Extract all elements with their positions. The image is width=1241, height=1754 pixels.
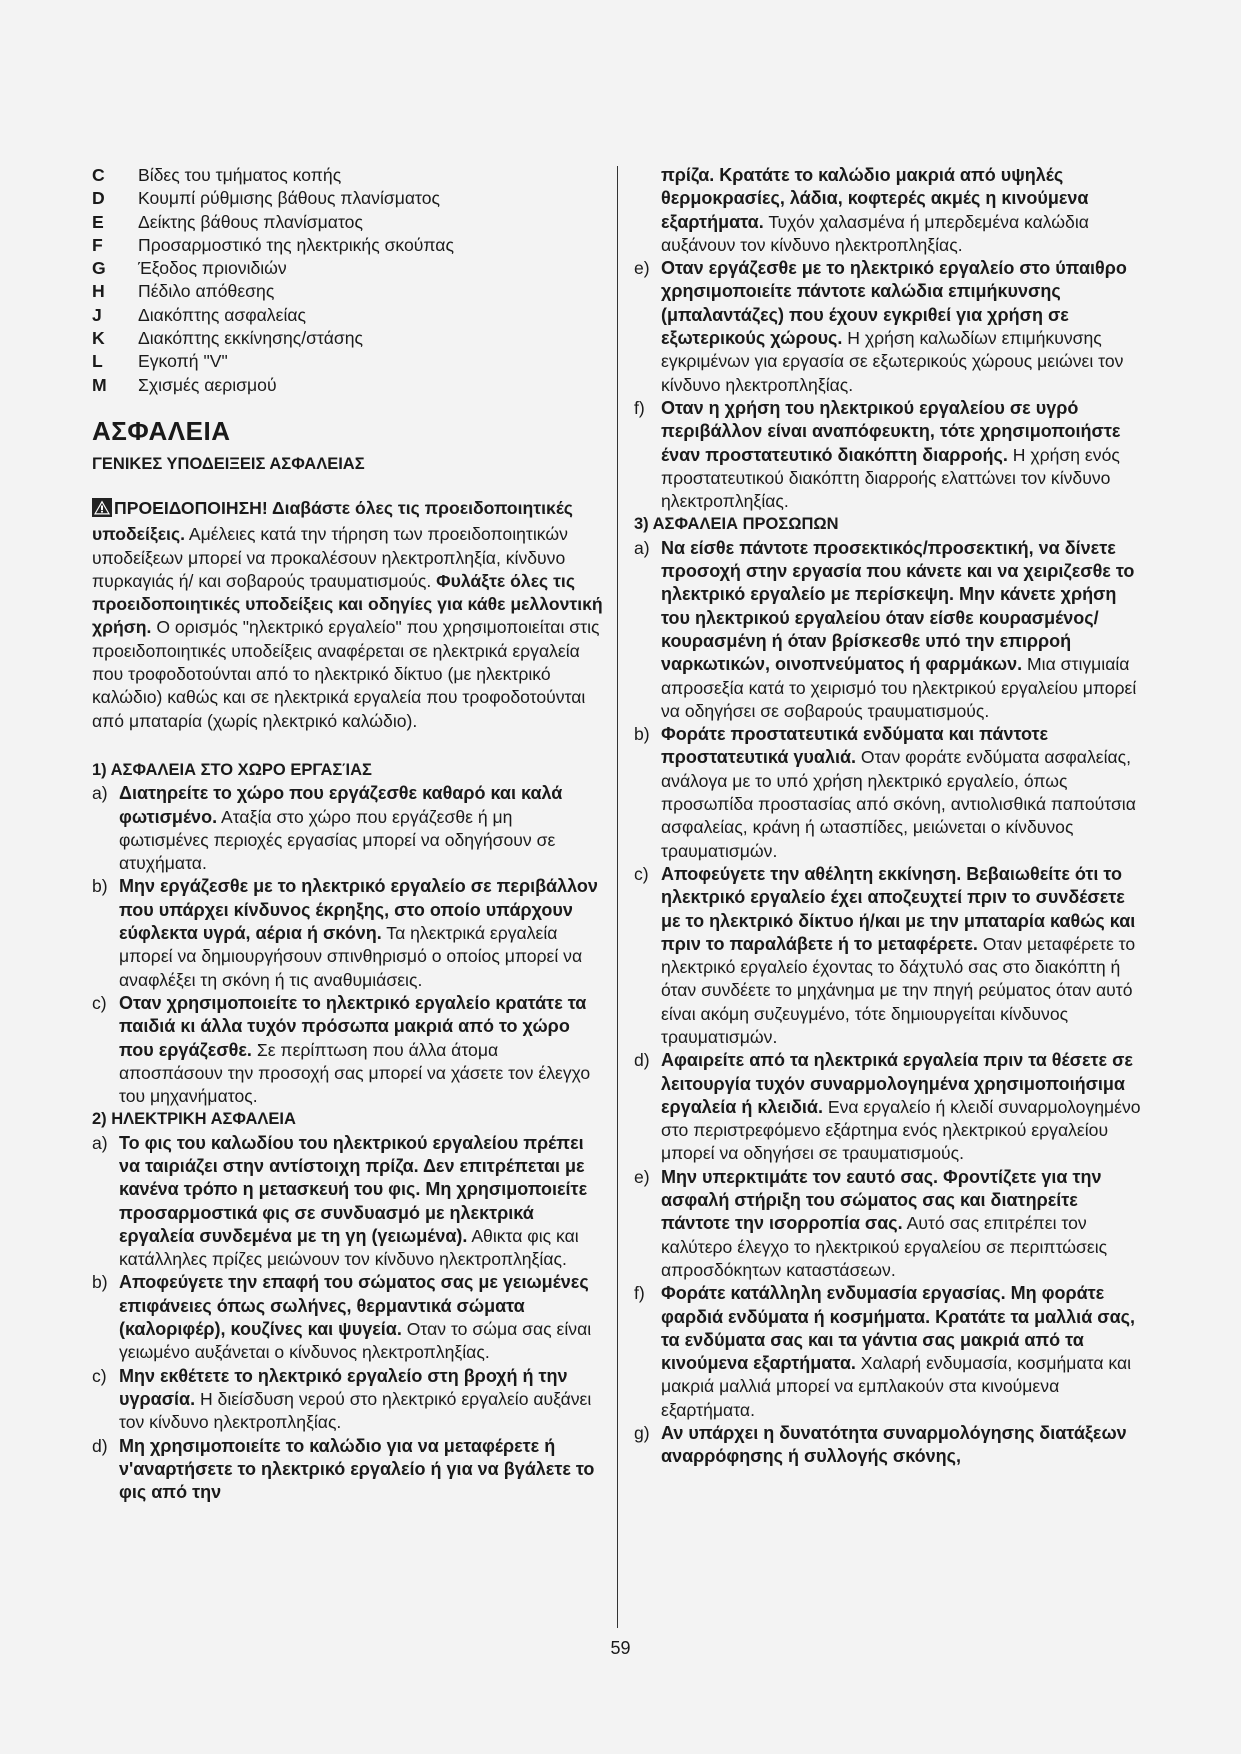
legend-row <box>92 234 605 257</box>
item-letter: f) <box>634 397 645 418</box>
safety-item <box>634 1166 1147 1282</box>
safety-item <box>92 1365 605 1435</box>
legend-label: Εγκοπή "V" <box>138 351 228 372</box>
safety-item <box>92 1271 605 1364</box>
legend-key: C <box>92 165 105 185</box>
legend-key: E <box>92 211 104 232</box>
legend-key: L <box>92 351 103 372</box>
safety-item <box>92 875 605 991</box>
warning-definition: Ο ορισμός "ηλεκτρικό εργαλείο" που χρησιμοποιείται στις προειδοποιητικές υποδείξεις αναφέρεται σε ηλεκτρικά εργαλεία που τροφοδοτούνται από το ηλεκτρικό δίκτυο (με ηλεκτρικό καλώδιο) καθώς και σε ηλεκτρικά εργαλεία που τροφοδοτούνται από μπαταρία (χωρίς ηλεκτρικό καλώδιο). <box>92 617 600 731</box>
group-title: 2) ΗΛΕΚΤΡΙΚΗ ΑΣΦΑΛΕΙΑ <box>92 1110 296 1129</box>
item-text: Ενα εργαλείο ή κλειδί συναρμολογημένο στο περιστρεφόμενο εξάρτημα ενός ηλεκτρικού εργαλείου μπορεί να οδηγήσει σε τραυματισμούς. <box>661 1096 1141 1164</box>
group-title: 3) ΑΣΦΑΛΕΙΑ ΠΡΟΣΩΠΩΝ <box>634 515 839 534</box>
safety-item <box>634 397 1147 513</box>
item-text: Η χρήση καλωδίων επιμήκυνσης εγκριμένων για εργασία σε εξωτερικούς χώρους μειώνει τον κίνδυνο ηλεκτροπληξίας. <box>661 328 1124 395</box>
legend-key: J <box>92 304 102 325</box>
item-text: Οταν φοράτε ενδύματα ασφαλείας, ανάλογα με το υπό χρήση ηλεκτρικό εργαλείο, όπως προσωπίδα προστασίας από σκόνη, αντιολισθικά παπούτσια ασφαλείας, κράνη ή ωτασπίδες, μειώνεται ο κίνδυνος τραυματισμών. <box>661 747 1136 861</box>
column-divider <box>617 166 618 1628</box>
legend-label: Πέδιλο απόθεσης <box>138 281 275 302</box>
safety-item <box>92 992 605 1108</box>
item-bold: Μην εκθέτετε το ηλεκτρικό εργαλείο στη βροχή ή την υγρασία. <box>119 1365 568 1409</box>
item-text: Η χρήση ενός προστατευτικού διακόπτη διαρροής ελαττώνει τον κίνδυνο ηλεκτροπληξίας. <box>661 444 1120 512</box>
safety-item <box>634 1049 1147 1165</box>
safety-item <box>92 782 605 875</box>
left-column <box>92 164 605 1504</box>
item-text: Μια στιγμιαία απροσεξία κατά το χειρισμό του ηλεκτρικού εργαλείου μπορεί να οδηγήσει σε σοβαρούς τραυματισμούς. <box>661 654 1137 721</box>
legend-row <box>92 304 605 327</box>
item-bold: Αποφεύγετε την αθέλητη εκκίνηση. Βεβαιωθείτε ότι το ηλεκτρικό εργαλείο έχει αποζευχτεί πριν το συνδέσετε με το ηλεκτρικό δίκτυο ή/και με την μπαταρία καθώς και πριν το παραλάβετε ή το μεταφέρετε. <box>661 863 1136 954</box>
legend-row <box>92 211 605 234</box>
legend-key: M <box>92 374 107 395</box>
item-bold: Οταν εργάζεσθε με το ηλεκτρικό εργαλείο στο ύπαιθρο χρησιμοποιείτε πάντοτε καλώδια επιμήκυνσης (μπαλαντάζες) που έχουν εγκριθεί για χρήση σε εξωτερικούς χώρους. <box>661 258 1127 349</box>
item-bold: Διατηρείτε το χώρο που εργάζεσθε καθαρό και καλά φωτισμένο. <box>119 783 563 827</box>
legend-label: Σχισμές αερισμού <box>138 374 277 395</box>
item-letter: a) <box>92 1132 108 1153</box>
page-number: 59 <box>610 1638 631 1658</box>
item-bold: Φοράτε κατάλληλη ενδυμασία εργασίας. Μη φοράτε φαρδιά ενδύματα ή κοσμήματα. Κρατάτε τα μαλλιά σας, τα ενδύματα σας και τα γάντια σας μακριά από τα κινούμενα εξαρτήματα. <box>661 1283 1135 1374</box>
safety-item-continued <box>634 164 1147 257</box>
item-letter: a) <box>92 783 108 804</box>
item-letter: b) <box>92 1272 108 1293</box>
legend-row <box>92 187 605 210</box>
item-bold: Το φις του καλωδίου του ηλεκτρικού εργαλείου πρέπει να ταιριάζει στην αντίστοιχη πρίζα. Δεν επιτρέπεται με κανένα τρόπο η μετασκευή του φις. Μη χρησιμοποιείτε προσαρμοστικά φις σε συνδυασμό με ηλεκτρικά εργαλεία συνδεμένα με τη γη (γειωμένα). <box>119 1132 588 1246</box>
item-bold: Οταν η χρήση του ηλεκτρικού εργαλείου σε υγρό περιβάλλον είναι αναπόφευκτη, τότε χρησιμοποιήστε έναν προστατευτικό διακόπτη διαρροής. <box>661 397 1121 465</box>
item-letter: d) <box>92 1435 108 1456</box>
safety-item <box>634 1422 1147 1469</box>
item-letter: e) <box>634 1166 650 1187</box>
safety-item <box>92 1132 605 1272</box>
legend-label: Έξοδος πριονιδιών <box>138 258 287 279</box>
legend-label: Δείκτης βάθους πλανίσματος <box>138 211 363 232</box>
item-text: Τα ηλεκτρικά εργαλεία μπορεί να δημιουργήσουν σπινθηρισμό ο οποίος μπορεί να αναφλέξει τη σκόνη ή τις αναθυμιάσεις. <box>119 923 583 990</box>
item-bold: πρίζα. Κρατάτε το καλώδιο μακριά από υψηλές θερμοκρασίες, λάδια, κοφτερές ακμές η κινούμενα εξαρτήματα. <box>661 165 1089 232</box>
item-text: Σε περίπτωση που άλλα άτομα αποσπάσουν την προσοχή σας μπορεί να χάσετε τον έλεγχο του μηχανήματος. <box>119 1039 591 1107</box>
subsection-title: ΓΕΝΙΚΕΣ ΥΠΟΔΕΙΞΕΙΣ ΑΣΦΑΛΕΙΑΣ <box>92 454 365 473</box>
item-letter: c) <box>92 992 107 1013</box>
legend-label: Διακόπτης εκκίνησης/στάσης <box>138 328 363 349</box>
warning-heading: ΠΡΟΕΙΔΟΠΟΙΗΣΗ! Διαβάστε όλες τις προειδοποιητικές υποδείξεις. <box>92 497 573 545</box>
item-text: Χαλαρή ενδυμασία, κοσμήματα και μακριά μαλλιά μπορεί να εμπλακούν στα κινούμενα εξαρτήματα. <box>661 1353 1132 1420</box>
legend-label: Βίδες του τμήματος κοπής <box>138 165 342 185</box>
item-text: Οταν μεταφέρετε το ηλεκτρικό εργαλείο έχοντας το δάχτυλό σας στο διακόπτη ή όταν συνδέετε το μηχάνημα με την πηγή ρεύματος όταν αυτό είναι ακόμη συζευγμένο, τότε δημιουργείται κίνδυνος τραυματισμών. <box>661 933 1136 1047</box>
item-letter: b) <box>92 876 108 897</box>
item-letter: b) <box>634 724 650 745</box>
safety-item <box>634 863 1147 1049</box>
item-text: Αυτό σας επιτρέπει τον καλύτερο έλεγχο το ηλεκτρικού εργαλείου σε περιπτώσεις απροσδόκητων καταστάσεων. <box>661 1213 1108 1280</box>
right-column <box>634 164 1147 1469</box>
item-letter: c) <box>634 863 649 884</box>
legend-row <box>92 327 605 350</box>
legend-row <box>92 280 605 303</box>
item-bold: Μην εργάζεσθε με το ηλεκτρικό εργαλείο σε περιβάλλον που υπάρχει κίνδυνος έκρηξης, στο οποίο υπάρχουν εύφλεκτα υγρά, αέρια ή σκόνη. <box>119 876 598 944</box>
safety-item <box>634 723 1147 863</box>
item-bold: Μη χρησιμοποιείτε το καλώδιο για να μεταφέρετε ή ν'αναρτήσετε το ηλεκτρικό εργαλείο ή για να βγάλετε το φις από την <box>119 1435 595 1503</box>
item-text: Αθικτα φις και κατάλληλες πρίζες μειώνουν τον κίνδυνο ηλεκτροπληξίας. <box>119 1225 579 1270</box>
legend-key: F <box>92 234 103 255</box>
item-letter-blank <box>634 164 661 257</box>
legend-key: K <box>92 328 105 349</box>
item-bold: Αν υπάρχει η δυνατότητα συναρμολόγησης διατάξεων αναρρόφησης ή συλλογής σκόνης, <box>661 1423 1127 1467</box>
safety-item <box>634 1282 1147 1422</box>
item-letter: a) <box>634 537 650 558</box>
legend-label: Προσαρμοστικό της ηλεκτρικής σκούπας <box>138 234 454 255</box>
item-bold: Αφαιρείτε από τα ηλεκτρικά εργαλεία πριν τα θέσετε σε λειτουργία τυχόν συναρμολογημένα χρησιμοποιήσιμα εργαλεία ή κλειδιά. <box>661 1050 1133 1117</box>
legend-row <box>92 374 605 397</box>
item-letter: c) <box>92 1365 107 1386</box>
legend-row <box>92 350 605 373</box>
parts-legend <box>92 164 605 397</box>
safety-item <box>634 537 1147 723</box>
item-bold: Αποφεύγετε την επαφή του σώματος σας με γειωμένες επιφάνειες όπως σωλήνες, θερμαντικά σώματα (καλοριφέρ), κουζίνες και ψυγεία. <box>119 1272 589 1340</box>
legend-label: Διακόπτης ασφαλείας <box>138 304 306 325</box>
item-letter: g) <box>634 1423 650 1444</box>
legend-label: Κουμπί ρύθμισης βάθους πλανίσματος <box>138 188 440 209</box>
legend-row <box>92 164 605 187</box>
item-bold: Φοράτε προστατευτικά ενδύματα και πάντοτε προστατευτικά γυαλιά. <box>661 724 1049 768</box>
warning-text: Αμέλειες κατά την τήρηση των προειδοποιητικών υποδείξεων μπορεί να προκαλέσουν ηλεκτροπληξία, κίνδυνο πυρκαγιάς ή/ και σοβαρούς τραυματισμούς. <box>92 524 568 591</box>
safety-item <box>634 257 1147 397</box>
warning-triangle-icon <box>92 498 112 523</box>
legend-key: D <box>92 188 105 209</box>
item-letter: e) <box>634 258 650 279</box>
item-text: Αταξία στο χώρο που εργάζεσθε ή μη φωτισμένες περιοχές εργασίας μπορεί να οδηγήσουν σε ατυχήματα. <box>119 806 556 874</box>
legend-key: H <box>92 281 105 302</box>
item-text: Τυχόν χαλασμένα ή μπερδεμένα καλώδια αυξάνουν τον κίνδυνο ηλεκτροπληξίας. <box>661 211 1089 255</box>
item-letter: f) <box>634 1283 645 1304</box>
spacer <box>92 733 605 759</box>
warning-paragraph <box>92 497 605 733</box>
item-letter: d) <box>634 1050 650 1071</box>
item-text: Οταν το σώμα σας είναι γειωμένο αυξάνεται ο κίνδυνος ηλεκτροπληξίας. <box>119 1319 592 1363</box>
group-title: 1) ΑΣΦΑΛΕΙΑ ΣΤΟ ΧΩΡΟ ΕΡΓΑΣΊΑΣ <box>92 760 372 779</box>
item-bold: Μην υπερκτιμάτε τον εαυτό σας. Φροντίζετε για την ασφαλή στήριξη του σώματος σας και διατηρείτε πάντοτε την ισορροπία σας. <box>661 1166 1102 1234</box>
item-text: Η διείσδυση νερού στο ηλεκτρικό εργαλείο αυξάνει τον κίνδυνο ηλεκτροπληξίας. <box>119 1388 592 1433</box>
warning-keep-instructions: Φυλάξτε όλες τις προειδοποιητικές υποδείξεις και οδηγίες για κάθε μελλοντική χρήση. <box>92 570 603 638</box>
legend-key: G <box>92 258 106 279</box>
item-bold: Οταν χρησιμοποιείτε το ηλεκτρικό εργαλείο κρατάτε τα παιδιά κι άλλα τυχόν πρόσωπα μακριά από το χώρο που εργάζεσθε. <box>119 992 587 1060</box>
safety-item <box>92 1435 605 1505</box>
legend-row <box>92 257 605 280</box>
item-bold: Να είσθε πάντοτε προσεκτικός/προσεκτική, να δίνετε προσοχή στην εργασία που κάνετε και να χειριζεσθε το ηλεκτρικό εργαλείο με περίσκεψη. Μην κάνετε χρήση του ηλεκτρικού εργαλείου όταν είσθε κουρασμένος/κουρασμένη ή όταν βρίσκεσθε υπό την επιρροή ναρκωτικών, οινοπνεύματος ή φαρμάκων. <box>661 537 1135 675</box>
section-title: ΑΣΦΑΛΕΙΑ <box>92 415 231 446</box>
